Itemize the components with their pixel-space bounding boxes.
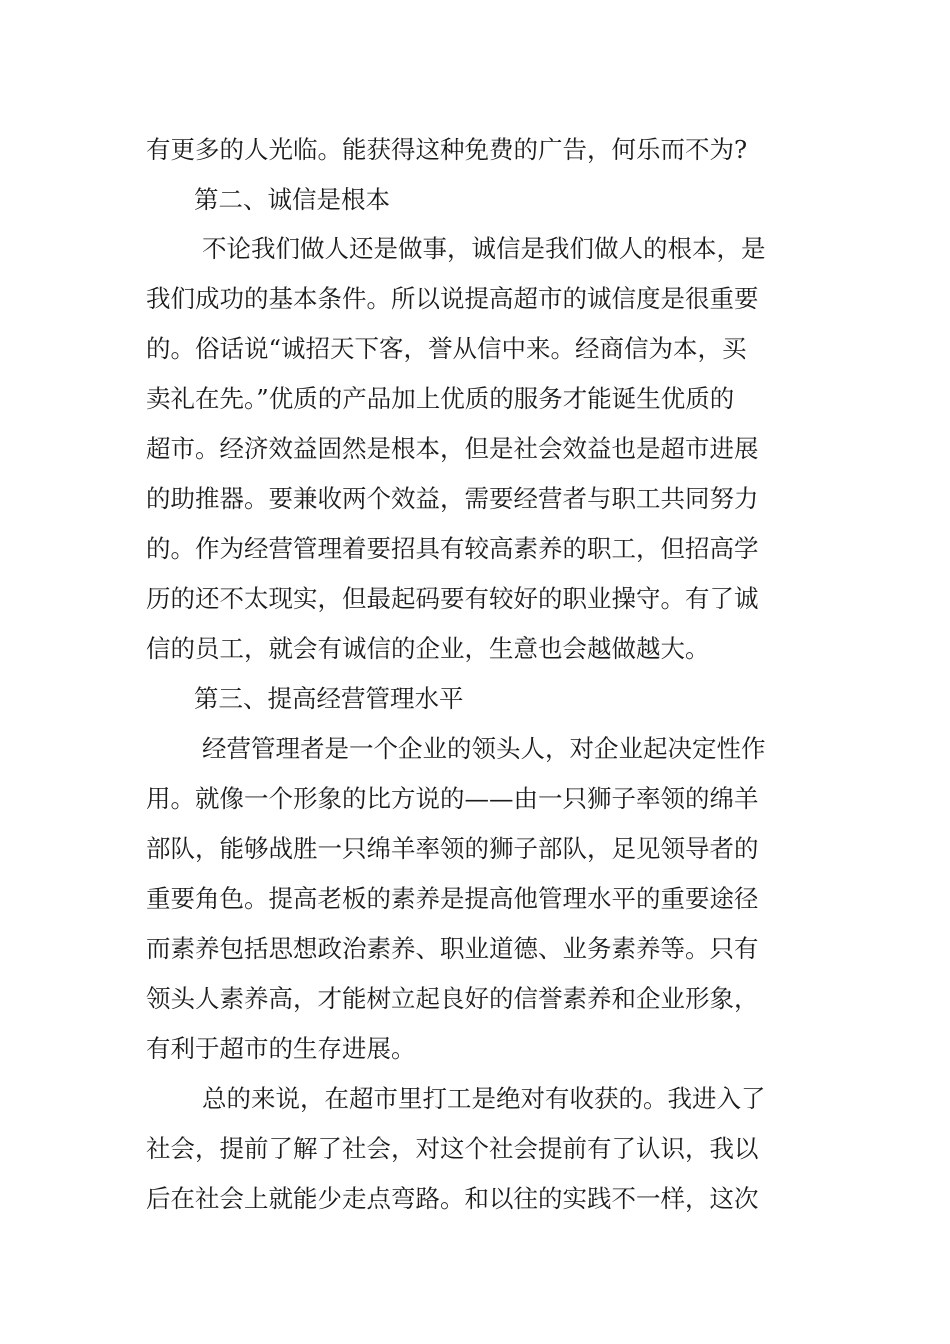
text-line: 重要角色。提高老板的素养是提高他管理水平的重要途径 bbox=[146, 884, 759, 913]
text-line: 不论我们做人还是做事，诚信是我们做人的根本，是 bbox=[202, 234, 766, 263]
text-line: 部队，能够战胜一只绵羊率领的狮子部队，足见领导者的 bbox=[146, 834, 759, 863]
text-line: 总的来说，在超市里打工是绝对有收获的。我进入了 bbox=[202, 1084, 766, 1113]
text-line: 有更多的人光临。能获得这种免费的广告，何乐而不为? bbox=[146, 135, 748, 164]
text-line: 有利于超市的生存进展。 bbox=[146, 1034, 416, 1063]
text-line: 超市。经济效益固然是根本，但是社会效益也是超市进展 bbox=[146, 434, 759, 463]
text-line: 信的员工，就会有诚信的企业，生意也会越做越大。 bbox=[146, 634, 710, 663]
text-line: 用。就像一个形象的比方说的——由一只狮子率领的绵羊 bbox=[146, 784, 759, 813]
text-line: 的。俗话说“诚招天下客，誉从信中来。经商信为本，买 bbox=[146, 334, 747, 363]
text-line: 经营管理者是一个企业的领头人，对企业起决定性作 bbox=[202, 734, 766, 763]
text-line: 而素养包括思想政治素养、职业道德、业务素养等。只有 bbox=[146, 934, 759, 963]
section-heading: 第三、提高经营管理水平 bbox=[194, 684, 464, 713]
text-line: 的助推器。要兼收两个效益，需要经营者与职工共同努力 bbox=[146, 484, 759, 513]
text-line: 卖礼在先。”优质的产品加上优质的服务才能诞生优质的 bbox=[146, 384, 735, 413]
text-line: 历的还不太现实，但最起码要有较好的职业操守。有了诚 bbox=[146, 584, 759, 613]
text-line: 社会，提前了解了社会，对这个社会提前有了认识，我以 bbox=[146, 1134, 759, 1163]
section-heading: 第二、诚信是根本 bbox=[194, 185, 390, 214]
text-line: 后在社会上就能少走点弯路。和以往的实践不一样，这次 bbox=[146, 1184, 759, 1213]
text-line: 的。作为经营管理着要招具有较高素养的职工，但招高学 bbox=[146, 534, 759, 563]
text-line: 我们成功的基本条件。所以说提高超市的诚信度是很重要 bbox=[146, 284, 759, 313]
text-line: 领头人素养高，才能树立起良好的信誉素养和企业形象， bbox=[146, 984, 759, 1013]
